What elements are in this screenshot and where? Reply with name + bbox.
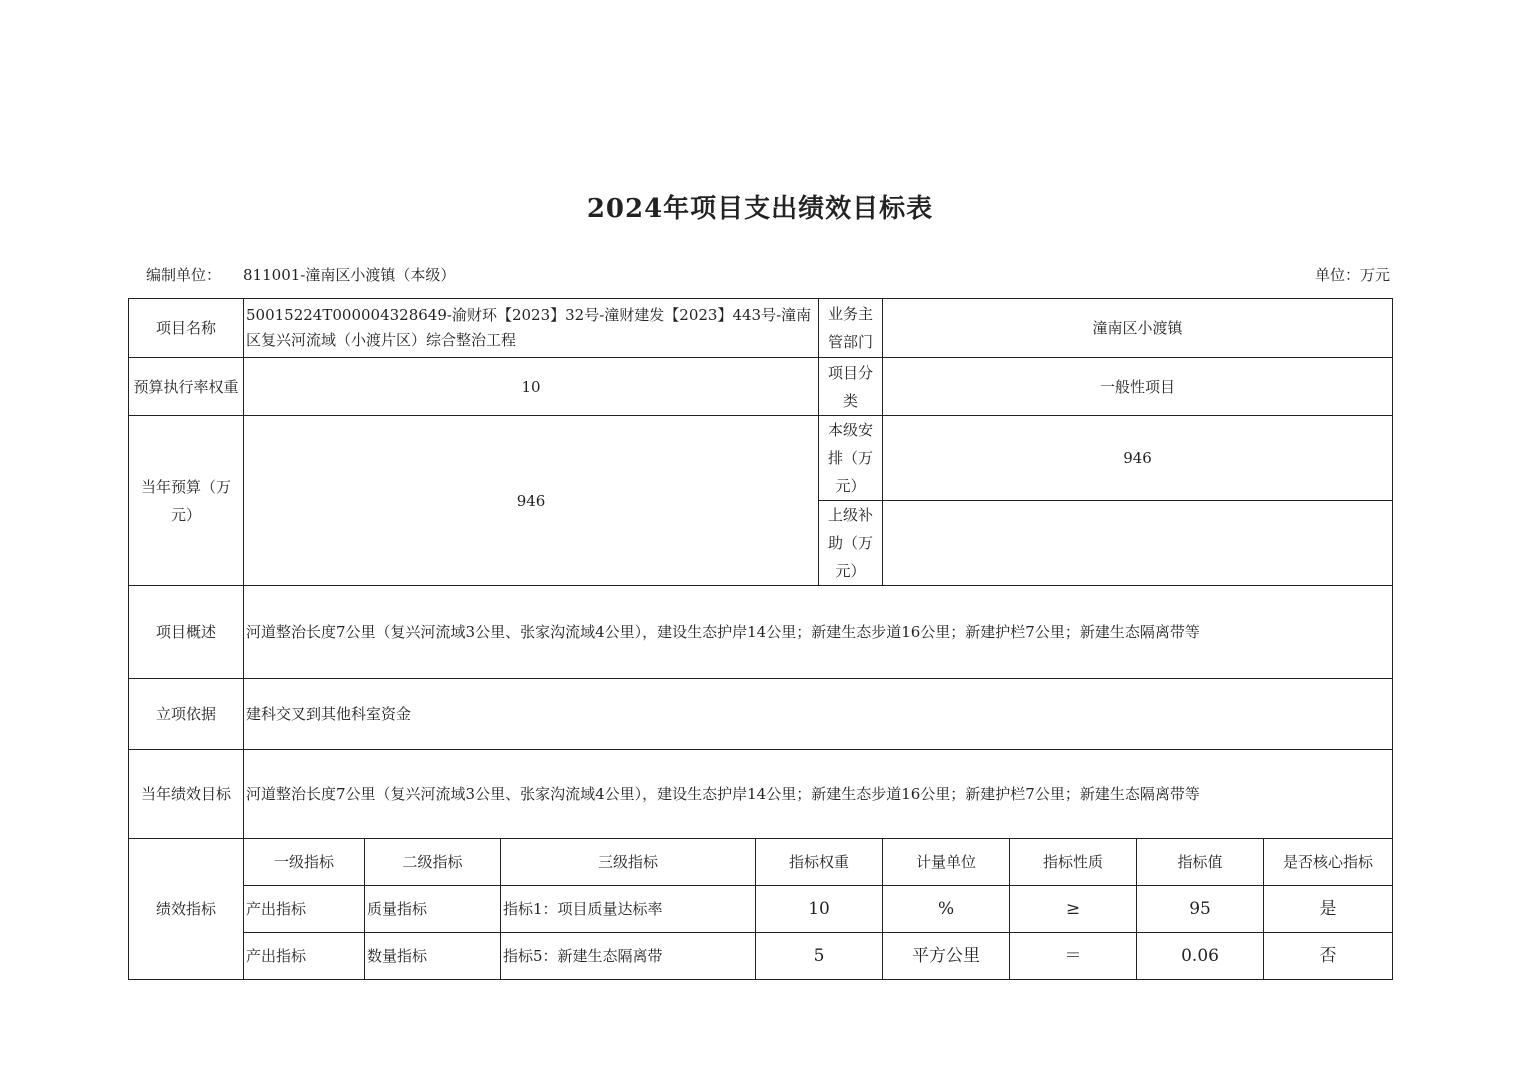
row-budget-weight [129,358,1393,416]
dept-value: 潼南区小渡镇 [883,299,1393,358]
indicator-nature: ＝ [1010,933,1137,980]
project-name-value: 50015224T000004328649-渝财环【2023】32号-潼财建发【2023】443号-潼南区复兴河流域（小渡片区）综合整治工程 [244,299,819,358]
upper-label: 上级补助（万元） [819,501,883,586]
goal-value: 河道整治长度7公里（复兴河流域3公里、张家沟流域4公里），建设生态护岸14公里；新建生态步道16公里；新建护栏7公里；新建生态隔离带等 [244,750,1393,839]
compiling-unit-value: 811001-潼南区小渡镇（本级） [243,266,456,284]
indicator-unit: % [883,886,1010,933]
indicator-section-label: 绩效指标 [129,839,244,980]
category-value: 一般性项目 [883,358,1393,416]
row-basis [129,679,1393,750]
summary-value: 河道整治长度7公里（复兴河流域3公里、张家沟流域4公里），建设生态护岸14公里；新建生态步道16公里；新建护栏7公里；新建生态隔离带等 [244,586,1393,679]
row-goal [129,750,1393,839]
indicator-header: 二级指标 [365,839,501,886]
indicator-core: 否 [1264,933,1393,980]
weight-value: 10 [244,358,819,416]
indicator-row [129,886,1393,933]
basis-value: 建科交叉到其他科室资金 [244,679,1393,750]
local-label: 本级安排（万元） [819,416,883,501]
project-name-label: 项目名称 [129,299,244,358]
indicator-level2: 质量指标 [365,886,501,933]
row-project-name [129,299,1393,358]
indicator-level2: 数量指标 [365,933,501,980]
indicator-header: 一级指标 [244,839,365,886]
indicator-header: 是否核心指标 [1264,839,1393,886]
indicator-level3: 指标1：项目质量达标率 [501,886,756,933]
indicator-level1: 产出指标 [244,933,365,980]
indicator-header: 指标性质 [1010,839,1137,886]
indicator-row [129,933,1393,980]
indicator-weight: 5 [756,933,883,980]
indicator-header: 计量单位 [883,839,1010,886]
indicator-value: 95 [1137,886,1264,933]
page-title: 2024年项目支出绩效目标表 [586,194,934,224]
performance-table [128,298,1393,980]
upper-value [883,501,1393,586]
goal-label: 当年绩效目标 [129,750,244,839]
budget-value: 946 [244,416,819,586]
indicator-level1: 产出指标 [244,886,365,933]
indicator-nature: ≥ [1010,886,1137,933]
indicator-header: 指标值 [1137,839,1264,886]
local-value: 946 [883,416,1393,501]
indicator-core: 是 [1264,886,1393,933]
indicator-level3: 指标5：新建生态隔离带 [501,933,756,980]
indicator-header: 三级指标 [501,839,756,886]
indicator-header: 指标权重 [756,839,883,886]
indicator-value: 0.06 [1137,933,1264,980]
indicator-weight: 10 [756,886,883,933]
summary-label: 项目概述 [129,586,244,679]
row-budget-local [129,416,1393,501]
category-label: 项目分类 [819,358,883,416]
indicator-unit: 平方公里 [883,933,1010,980]
dept-label: 业务主管部门 [819,299,883,358]
weight-label: 预算执行率权重 [129,358,244,416]
row-summary [129,586,1393,679]
budget-label: 当年预算（万元） [129,416,244,586]
indicator-header-row [129,839,1393,886]
currency-unit: 单位：万元 [1314,266,1390,284]
compiling-unit [146,264,455,285]
compiling-unit-label: 编制单位： [146,266,222,284]
basis-label: 立项依据 [129,679,244,750]
